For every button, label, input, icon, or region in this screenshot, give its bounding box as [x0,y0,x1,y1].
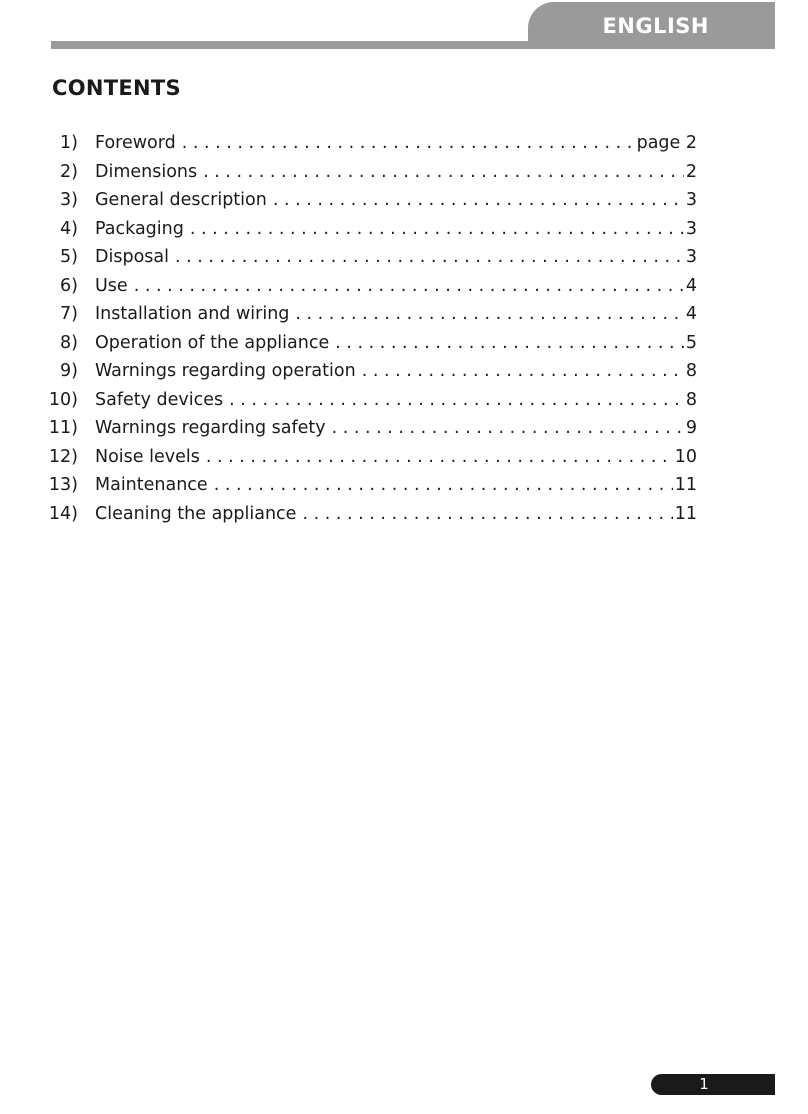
toc-dot-leader [203,162,684,182]
toc-dot-leader [302,504,672,524]
toc-entry [40,133,697,162]
toc-dot-leader [134,276,684,296]
toc-entry-page: 8 [685,389,697,410]
toc-entry-title: Use [95,275,128,296]
toc-entry-page: 10 [674,446,697,467]
toc-dot-leader [332,418,684,438]
toc-entry [40,390,697,419]
toc-entry [40,190,697,219]
toc-dot-leader [335,333,684,353]
toc-entry [40,333,697,362]
toc-entry-number: 14) [48,503,78,524]
toc-entry-number: 10) [48,389,78,410]
toc-entry-number: 3) [60,190,78,210]
toc-entry-page: 4 [685,275,697,296]
toc-entry-number: 8) [60,332,78,353]
toc-entry-page: 3 [685,247,697,267]
toc-entry [40,475,697,504]
toc-dot-leader [362,361,684,381]
toc-entry-title: Operation of the appliance [95,332,330,353]
toc-dot-leader [206,447,673,467]
toc-entry-title: Warnings regarding safety [95,418,326,438]
toc-entry [40,361,697,390]
toc-entry-page: 9 [685,418,697,438]
page-number-tab [651,1074,775,1095]
toc-entry [40,219,697,248]
toc-entry-number: 9) [60,361,78,381]
toc-entry-title: Packaging [95,218,184,239]
toc-entry-page: page 2 [636,133,697,153]
toc-entry-page: 3 [685,218,697,239]
language-label: ENGLISH [602,13,709,38]
toc-entry-number: 4) [60,218,78,239]
page-number: 1 [699,1075,709,1093]
toc-dot-leader [273,190,684,210]
toc-dot-leader [295,304,683,324]
toc-entry-title: Safety devices [95,389,224,410]
toc-entry-page: 11 [674,503,697,524]
toc-entry-number: 12) [48,446,78,467]
toc-entry [40,247,697,276]
toc-entry-title: Cleaning the appliance [95,503,297,524]
toc-entry-page: 5 [685,332,697,353]
toc-entry-page: 4 [685,304,697,324]
toc-entry-page: 11 [674,475,697,495]
toc-entry-page: 2 [685,161,697,182]
toc-entry-number: 6) [60,275,78,296]
toc-entry-title: Disposal [95,247,169,267]
table-of-contents [40,133,697,532]
language-tab [528,2,775,49]
toc-entry-number: 2) [60,161,78,182]
toc-entry [40,418,697,447]
toc-entry-page: 3 [685,190,697,210]
toc-entry-number: 13) [48,475,78,495]
toc-entry [40,447,697,476]
toc-entry-number: 11) [48,418,78,438]
toc-entry-number: 1) [60,133,78,153]
toc-entry-number: 7) [60,304,78,324]
toc-dot-leader [182,133,635,153]
toc-entry-title: Foreword [95,133,176,153]
toc-entry [40,504,697,533]
toc-entry [40,162,697,191]
toc-entry-title: General description [95,190,267,210]
toc-entry-title: Warnings regarding operation [95,361,356,381]
toc-entry-title: Noise levels [95,446,200,467]
toc-entry-title: Maintenance [95,475,208,495]
toc-entry-title: Dimensions [95,161,198,182]
toc-dot-leader [229,390,684,410]
toc-entry-page: 8 [685,361,697,381]
toc-entry-title: Installation and wiring [95,304,290,324]
toc-entry [40,276,697,305]
toc-dot-leader [190,219,684,239]
toc-dot-leader [175,247,684,267]
toc-dot-leader [214,475,673,495]
toc-entry [40,304,697,333]
toc-entry-number: 5) [60,247,78,267]
contents-title: CONTENTS [52,76,181,100]
